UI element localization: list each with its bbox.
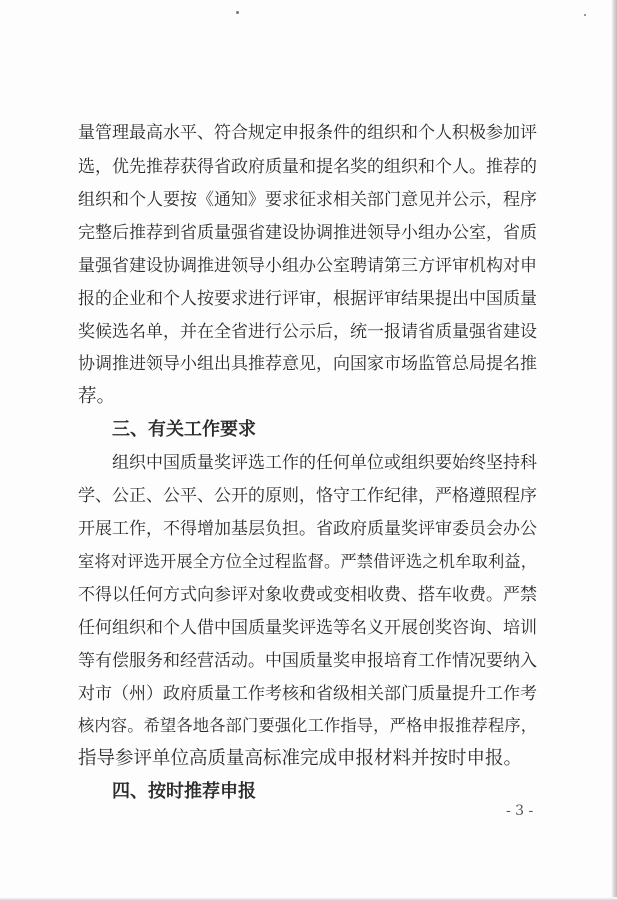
paragraph-line: 组织和个人要按《通知》要求征求相关部门意见并公示，程序 [78, 190, 537, 210]
paragraph-line: 荐。 [78, 386, 116, 407]
paragraph-line: 指导参评单位高质量高标准完成申报材料并按时申报。 [78, 748, 523, 769]
section-heading: 四、按时推荐申报 [112, 781, 256, 802]
page-number: - 3 - [506, 803, 534, 819]
paragraph-line: 等有偿服务和经营活动。中国质量奖申报培育工作情况要纳入 [78, 651, 537, 671]
paragraph-line: 奖候选名单，并在全省进行公示后，统一报请省质量强省建设 [78, 322, 537, 342]
scan-speck [584, 14, 586, 16]
paragraph-line: 对市（州）政府质量工作考核和省级相关部门质量提升工作考 [78, 684, 537, 704]
paragraph-line: 完整后推荐到省质量强省建设协调推进领导小组办公室，省质 [78, 223, 537, 243]
paragraph-line: 协调推进领导小组出具推荐意见，向国家市场监管总局提名推 [78, 354, 537, 374]
paragraph-line: 学、公正、公平、公开的原则，恪守工作纪律，严格遵照程序 [78, 486, 537, 506]
paragraph-line: 不得以任何方式向参评对象收费或变相收费、搭车收费。严禁 [78, 585, 537, 605]
paragraph-line: 任何组织和个人借中国质量奖评选等名义开展创奖咨询、培训 [78, 618, 537, 638]
section-heading: 三、有关工作要求 [112, 419, 256, 440]
page-edge-shadow [611, 0, 617, 901]
paragraph-line: 组织中国质量奖评选工作的任何单位或组织要始终坚持科 [112, 453, 537, 473]
scan-speck [236, 11, 239, 14]
paragraph-line: 报的企业和个人按要求进行评审，根据评审结果提出中国质量 [78, 289, 537, 309]
paragraph-line: 核内容。希望各地各部门要强化工作指导，严格申报推荐程序， [78, 716, 537, 735]
page-edge-shadow [0, 897, 617, 901]
paragraph-line: 室将对评选开展全方位全过程监督。严禁借评选之机牟取利益， [78, 552, 537, 571]
paragraph-line: 量管理最高水平、符合规定申报条件的组织和个人积极参加评 [78, 123, 537, 143]
paragraph-line: 量强省建设协调推进领导小组办公室聘请第三方评审机构对申 [78, 256, 537, 276]
paragraph-line: 开展工作，不得增加基层负担。省政府质量奖评审委员会办公 [78, 519, 537, 539]
paragraph-line: 选，优先推荐获得省政府质量和提名奖的组织和个人。推荐的 [78, 157, 537, 177]
